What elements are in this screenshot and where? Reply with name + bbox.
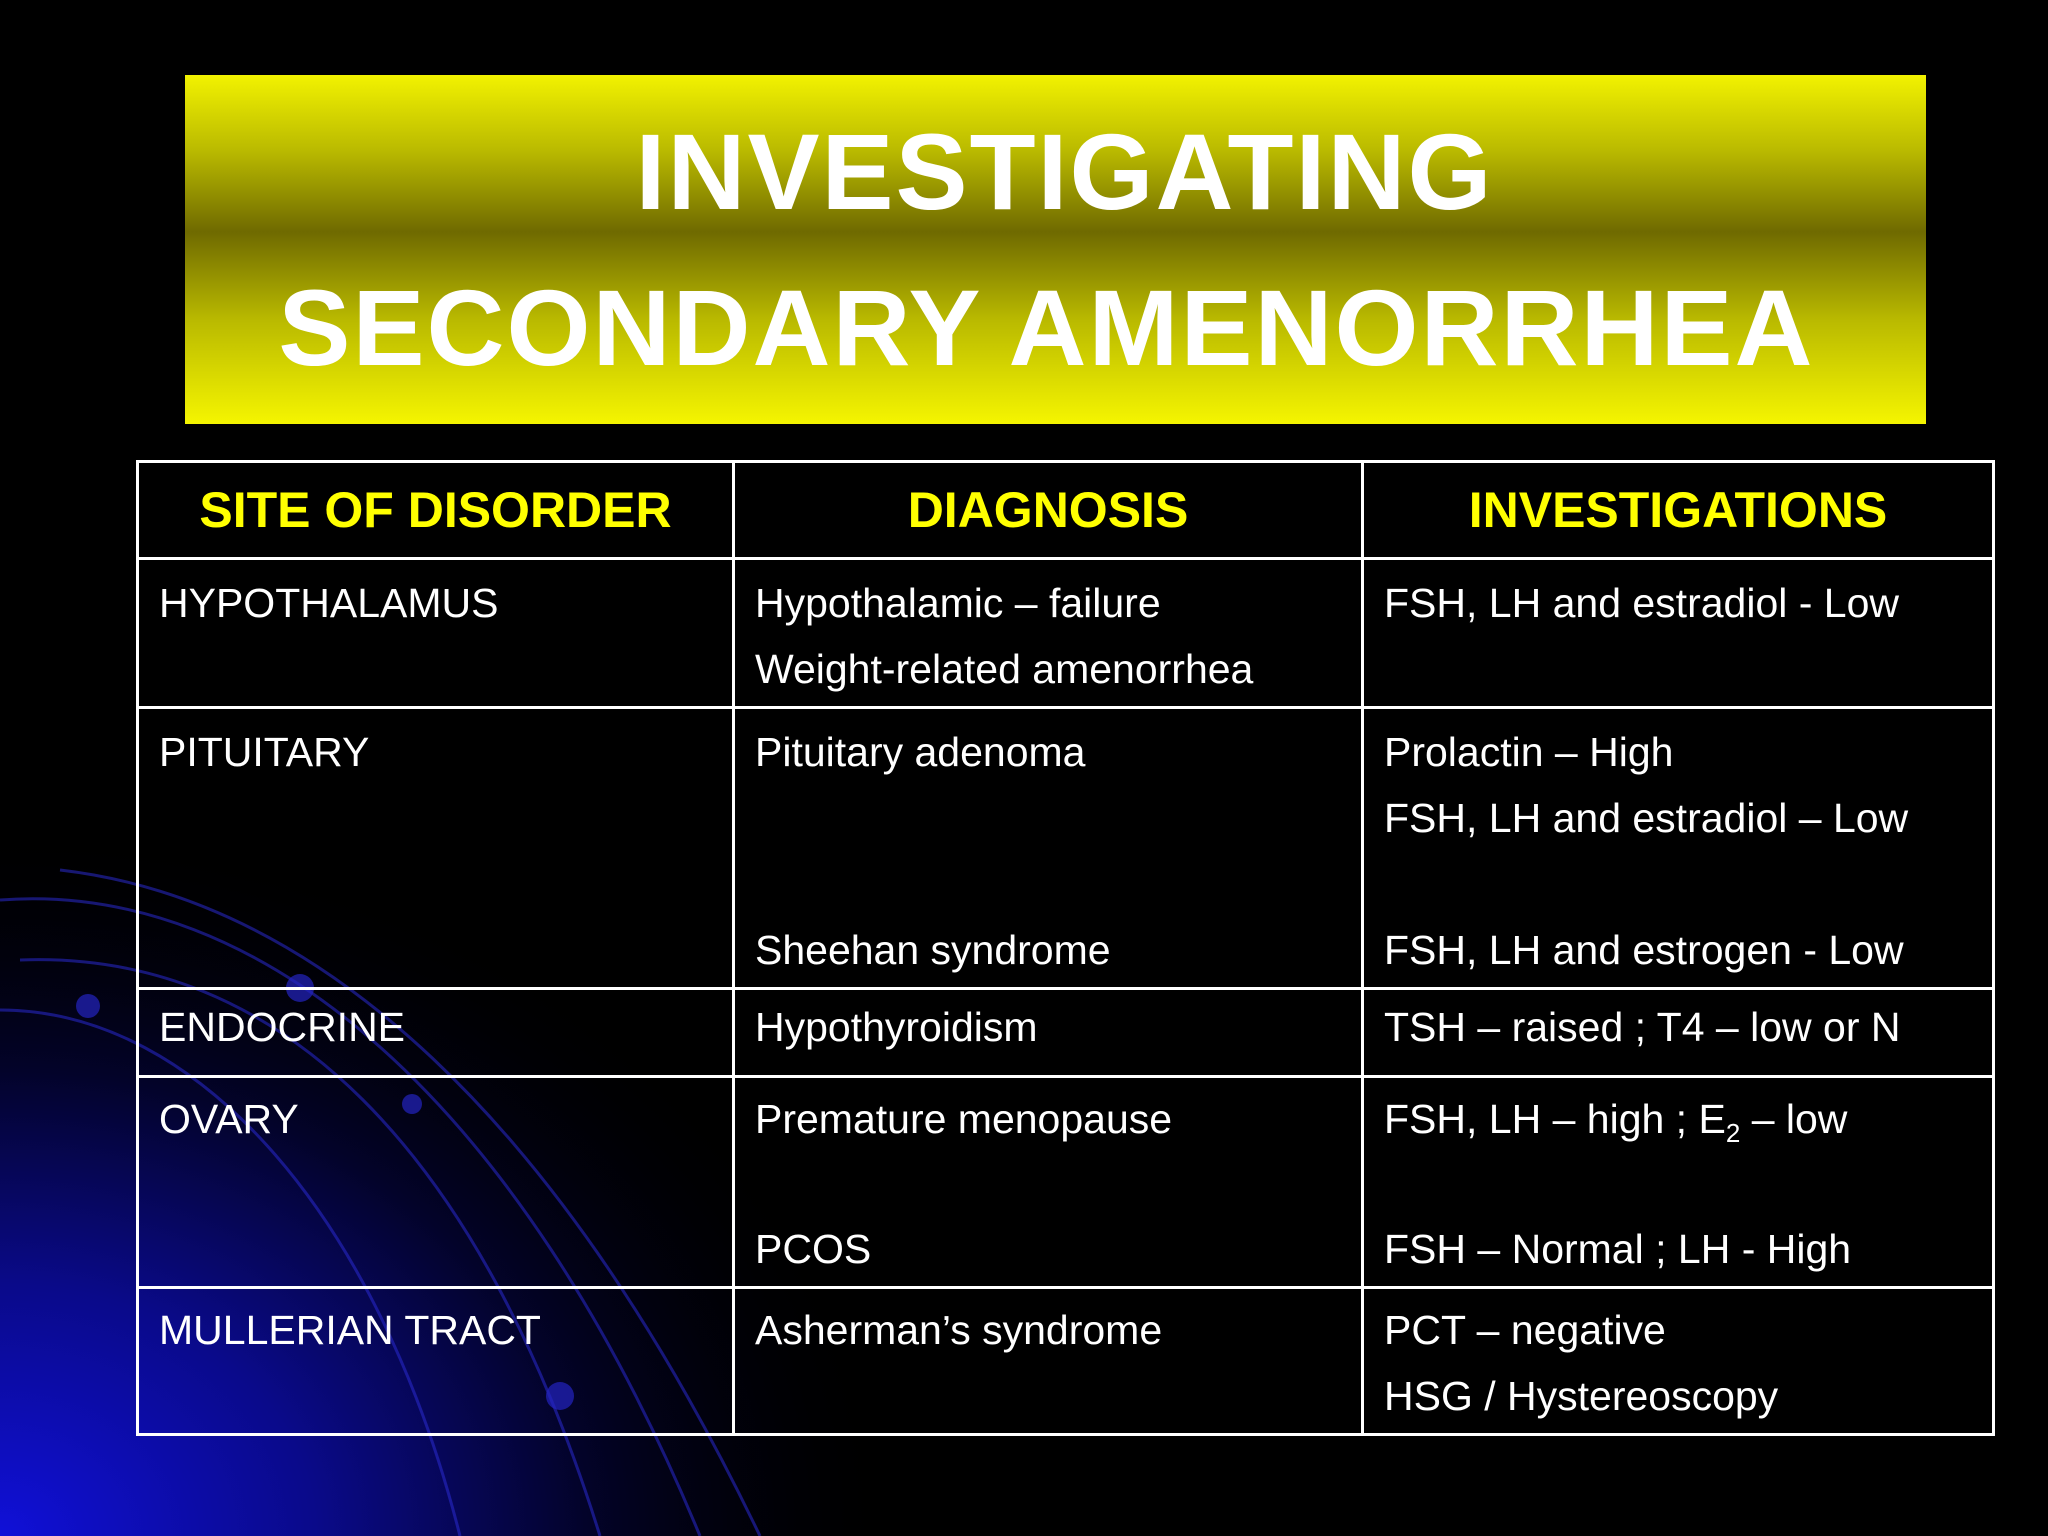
table-row <box>138 708 1994 989</box>
investigation-item: PCT – negative <box>1384 1307 1666 1353</box>
site-cell <box>138 1288 734 1435</box>
disorder-table <box>136 460 1995 1436</box>
column-header-diagnosis: DIAGNOSIS <box>734 462 1363 559</box>
diagnosis-item: Sheehan syndrome <box>755 927 1111 973</box>
site-label: ENDOCRINE <box>159 1004 406 1050</box>
site-cell <box>138 708 734 989</box>
disorder-table-container <box>136 460 1992 1436</box>
investigation-item-e2: FSH, LH – high ; $E_2$ – low <box>1384 1096 1848 1149</box>
column-header-site: SITE OF DISORDER <box>138 462 734 559</box>
investigation-item: FSH, LH and estrogen - Low <box>1384 927 1904 973</box>
investigations-cell <box>1363 989 1994 1077</box>
investigation-item: Prolactin – High <box>1384 729 1674 775</box>
site-label: PITUITARY <box>159 729 370 775</box>
table-header-row <box>138 462 1994 559</box>
column-header-investigations: INVESTIGATIONS <box>1363 462 1994 559</box>
diagnosis-cell <box>734 989 1363 1077</box>
investigation-item: TSH – raised ; T4 – low or N <box>1384 1004 1901 1050</box>
site-label: HYPOTHALAMUS <box>159 580 499 626</box>
table-row <box>138 989 1994 1077</box>
site-label: MULLERIAN TRACT <box>159 1307 541 1353</box>
investigations-cell <box>1363 708 1994 989</box>
slide-title-line-2: SECONDARY AMENORRHEA <box>278 266 1815 388</box>
site-cell <box>138 559 734 708</box>
diagnosis-cell <box>734 559 1363 708</box>
title-banner <box>185 75 1926 424</box>
investigations-cell <box>1363 1077 1994 1288</box>
table-row <box>138 1077 1994 1288</box>
diagnosis-item: Hypothyroidism <box>755 1004 1038 1050</box>
slide-title-line-1: INVESTIGATING <box>635 110 1494 232</box>
site-cell <box>138 989 734 1077</box>
investigation-item: FSH, LH and estradiol - Low <box>1384 580 1900 626</box>
diagnosis-cell <box>734 1077 1363 1288</box>
diagnosis-item: Weight-related amenorrhea <box>755 646 1254 692</box>
investigations-cell <box>1363 559 1994 708</box>
diagnosis-item: Pituitary adenoma <box>755 729 1086 775</box>
diagnosis-cell <box>734 1288 1363 1435</box>
investigation-item: FSH, LH and estradiol – Low <box>1384 795 1909 841</box>
diagnosis-cell <box>734 708 1363 989</box>
diagnosis-item: Premature menopause <box>755 1096 1173 1142</box>
investigations-cell <box>1363 1288 1994 1435</box>
investigation-item: FSH – Normal ; LH - High <box>1384 1226 1852 1272</box>
investigation-item: HSG / Hystereoscopy <box>1384 1373 1779 1419</box>
diagnosis-item: Asherman’s syndrome <box>755 1307 1163 1353</box>
site-cell <box>138 1077 734 1288</box>
table-row <box>138 559 1994 708</box>
site-label: OVARY <box>159 1096 299 1142</box>
diagnosis-item: Hypothalamic – failure <box>755 580 1161 626</box>
diagnosis-item: PCOS <box>755 1226 872 1272</box>
table-row <box>138 1288 1994 1435</box>
